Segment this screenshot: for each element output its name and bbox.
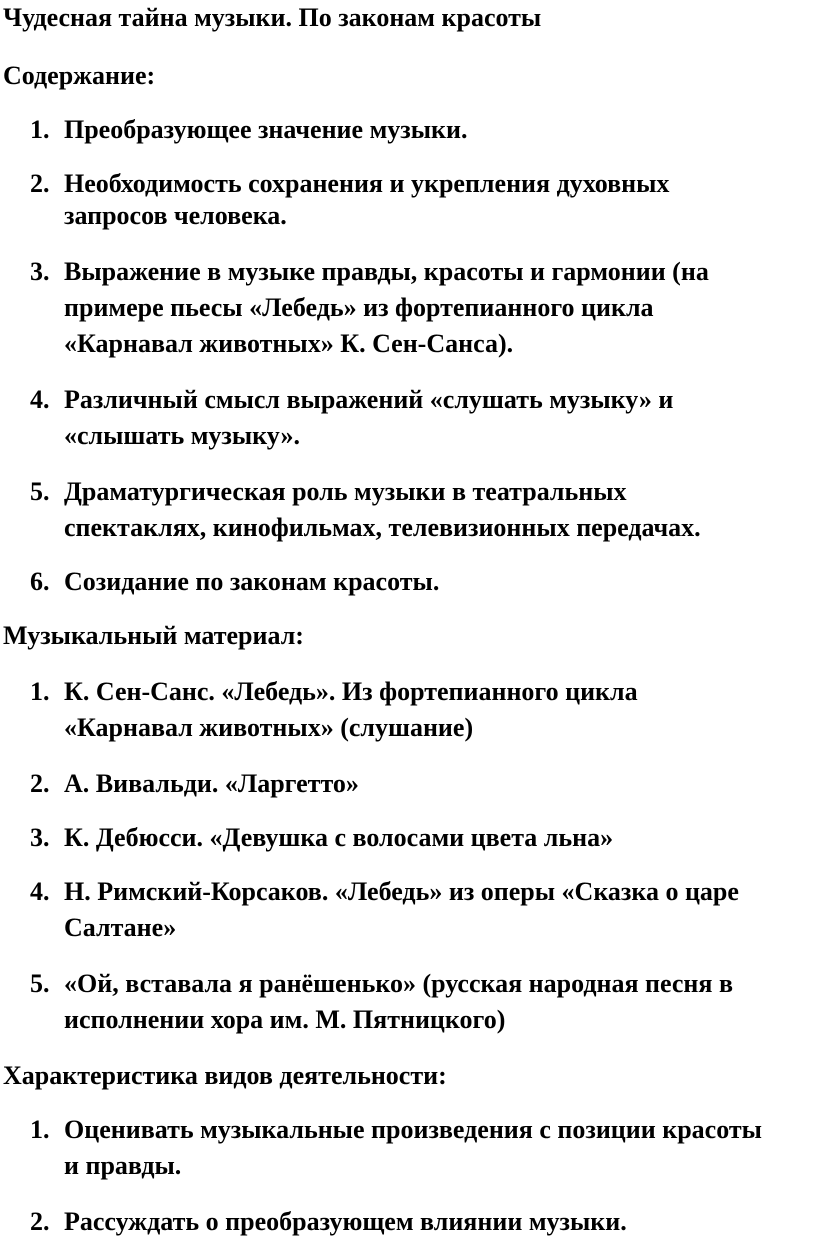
document-title: Чудесная тайна музыки. По законам красоты — [3, 3, 542, 32]
list-item-number: 2. — [30, 769, 50, 798]
list-item-number: 1. — [30, 115, 50, 144]
list-item-text: К. Сен-Санс. «Лебедь». Из фортепианного цикла — [64, 677, 638, 706]
list-item-text: спектаклях, кинофильмах, телевизионных передачах. — [64, 513, 701, 542]
list-item-number: 3. — [30, 257, 50, 286]
list-item-text: Выражение в музыке правды, красоты и гармонии (на — [64, 257, 709, 286]
list-item-text: «Ой, вставала я ранёшенько» (русская народная песня в — [64, 969, 734, 998]
list-item-text: Салтане» — [64, 913, 177, 942]
section-heading-contents: Содержание: — [3, 61, 156, 90]
list-item-number: 5. — [30, 477, 50, 506]
list-item-text: «Карнавал животных» К. Сен-Санса). — [64, 329, 514, 358]
list-item-text: и правды. — [64, 1151, 182, 1180]
list-item-number: 6. — [30, 567, 50, 596]
list-item-text: запросов человека. — [64, 201, 287, 230]
list-item-number: 4. — [30, 385, 50, 414]
list-item-text: Созидание по законам красоты. — [64, 567, 440, 596]
list-item-text: Н. Римский-Корсаков. «Лебедь» из оперы «Сказка о царе — [64, 877, 739, 906]
list-item-text: исполнении хора им. М. Пятницкого) — [64, 1005, 506, 1034]
section-heading-activities: Характеристика видов деятельности: — [3, 1061, 447, 1090]
list-item-number: 4. — [30, 877, 50, 906]
list-item-number: 3. — [30, 823, 50, 852]
list-item-text: Оценивать музыкальные произведения с позиции красоты — [64, 1115, 762, 1144]
list-item-number: 2. — [30, 169, 50, 198]
list-item-text: Рассуждать о преобразующем влиянии музыки. — [64, 1207, 627, 1236]
list-item-text: Драматургическая роль музыки в театральных — [64, 477, 627, 506]
list-item-number: 1. — [30, 677, 50, 706]
list-item-number: 1. — [30, 1115, 50, 1144]
list-item-text: Различный смысл выражений «слушать музыку» и — [64, 385, 674, 414]
list-item-number: 2. — [30, 1207, 50, 1236]
list-item-text: К. Дебюсси. «Девушка с волосами цвета льна» — [64, 823, 614, 852]
list-item-text: примере пьесы «Лебедь» из фортепианного цикла — [64, 293, 654, 322]
list-item-text: Необходимость сохранения и укрепления духовных — [64, 169, 670, 198]
list-item-number: 5. — [30, 969, 50, 998]
section-heading-music-material: Музыкальный материал: — [3, 621, 304, 650]
list-item-text: Преобразующее значение музыки. — [64, 115, 468, 144]
list-item-text: «слышать музыку». — [64, 421, 300, 450]
list-item-text: «Карнавал животных» (слушание) — [64, 713, 474, 742]
list-item-text: А. Вивальди. «Ларгетто» — [64, 769, 359, 798]
